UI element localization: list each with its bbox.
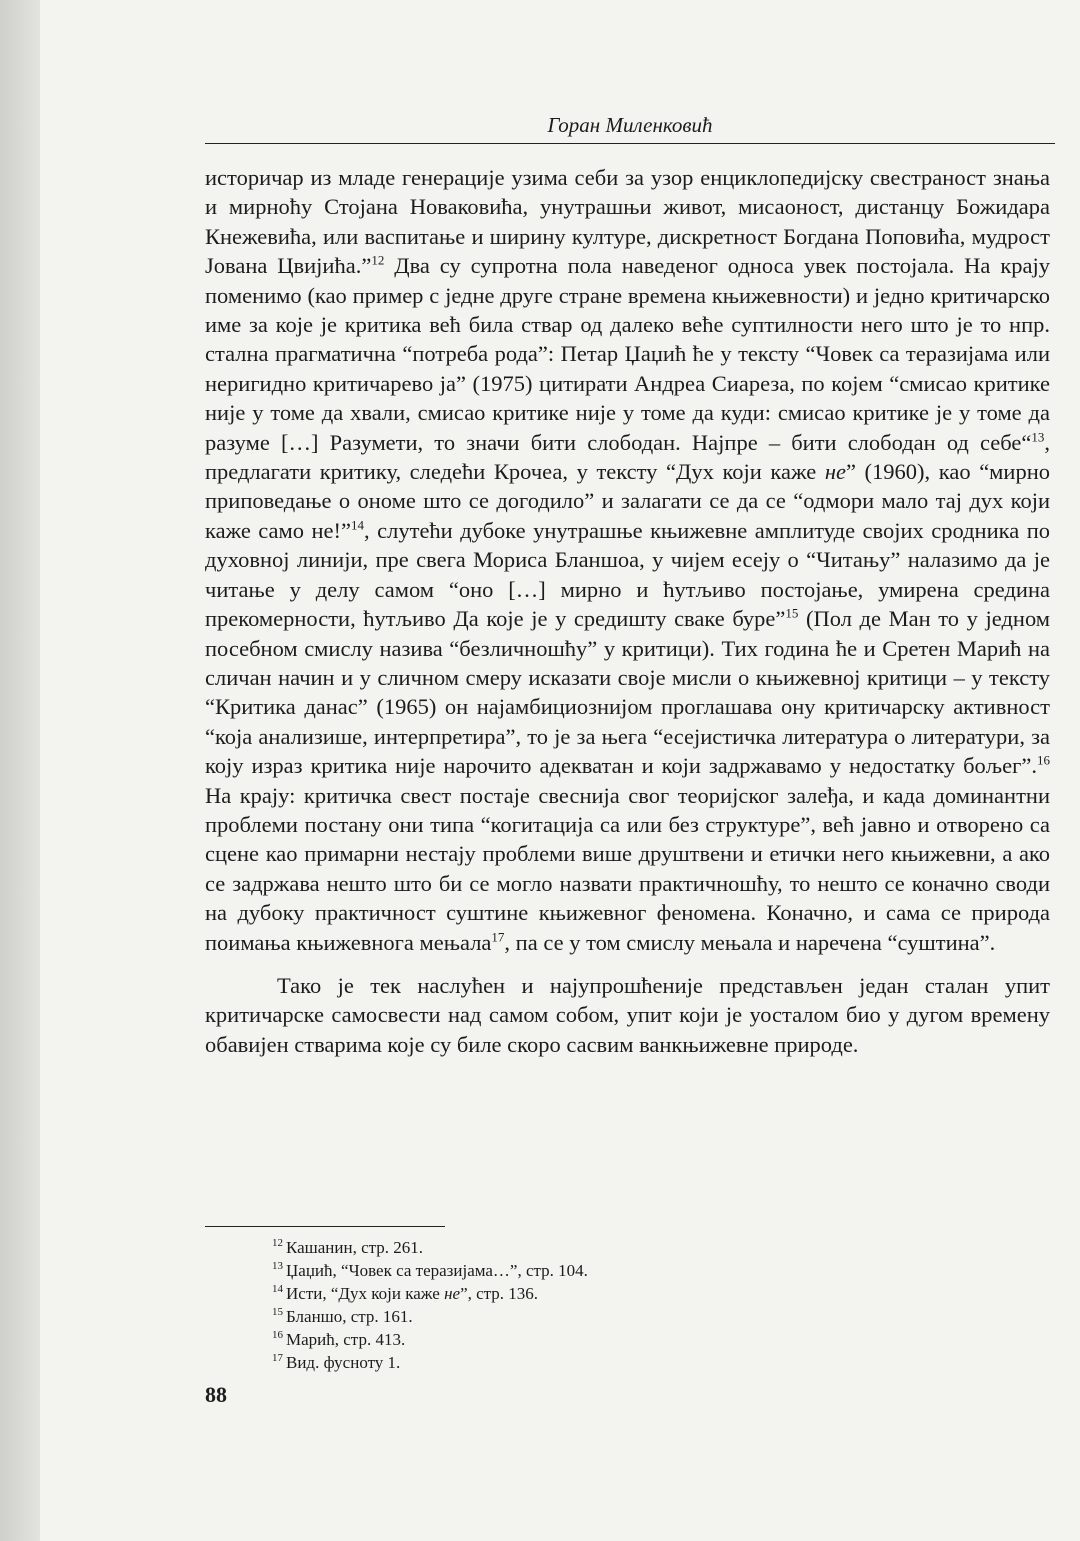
footnote-ref-15: 15 [785, 605, 799, 621]
footnote-17 [272, 1351, 972, 1374]
footnote-number: 12 [272, 1237, 283, 1250]
text-run: ” (1960), као “мирно приповедање о ономе што се догодило” и залагати се да се “одмори мало тај дух који каже само не!” [205, 459, 1050, 543]
main-text [205, 163, 1050, 1059]
footnote-16 [272, 1328, 972, 1351]
paragraph-1 [205, 163, 1050, 957]
footnote-number: 13 [272, 1260, 283, 1273]
header-rule [205, 143, 1055, 144]
text-run: ”, стр. 136. [460, 1284, 539, 1303]
footnote-rule [205, 1226, 445, 1227]
text-run: Џаџић, “Човек са теразијама…”, стр. 104. [286, 1261, 588, 1280]
paragraph-2: Тако је тек наслућен и најупрошћеније представљен један сталан упит критичарске самосвести над самом собом, упит који је уосталом био у дугом времену обавијен стварима које су биле скоро сасвим ванкњижевне природе. [205, 972, 1050, 1057]
footnote-15 [272, 1305, 972, 1328]
text-run: , слутећи дубоке унутрашње књижевне амплитуде својих сродника по духовној линији, пре свега Мориса Бланшоа, у чијем есеју о “Читању” налазимо да је читање у делу самом “оно […] мирно и ћутљиво постојање, умирена средина прекомерности, ћутљиво Да које је у средишту сваке буре” [205, 517, 1050, 632]
text-run: Бланшо, стр. 161. [286, 1307, 413, 1326]
footnote-ref-17: 17 [491, 929, 505, 945]
footnote-ref-14: 14 [351, 517, 365, 533]
text-run: историчар из младе генерације узима себи за узор енциклопедијску свестраност знања и мирноћу Стојана Новаковића, унутрашњи живот, мисаоност, дистанцу Божидара Кнежевића, или васпитање и ширину културе, дискретност Богдана Поповића, мудрост Јована Цвијића.” [205, 165, 1050, 279]
footnote-ref-12: 12 [371, 252, 385, 268]
footnote-14 [272, 1282, 972, 1305]
footnote-ref-16: 16 [1037, 752, 1050, 768]
text-run: (Пол де Ман то у једном посебном смислу назива “безличношћу” у критици). Тих година ће и Сретен Марић на сличан начин и у сличном смеру исказати своје мисли о књижевној критици – у тексту “Критика данас” (1965) он најамбициознијом проглашава ону критичарску активност “која анализише, интерпретира”, то је за њега “есејистичка литература о литератури, за коју израз критика није нарочито адекватан и који задржавамо у недостатку бољег”. [205, 606, 1050, 779]
footnotes [272, 1236, 972, 1374]
text-run: Марић, стр. 413. [286, 1330, 406, 1349]
footnote-ref-13: 13 [1031, 429, 1045, 445]
footnote-number: 17 [272, 1352, 283, 1365]
text-run: Исти, “Дух који каже [286, 1284, 445, 1303]
footnote-13 [272, 1259, 972, 1282]
footnote-number: 14 [272, 1283, 283, 1296]
text-run: Кашанин, стр. 261. [286, 1238, 424, 1257]
footnote-number: 16 [272, 1329, 283, 1342]
footnote-number: 15 [272, 1306, 283, 1319]
text-run: Вид. фусноту 1. [286, 1353, 401, 1372]
italic-word: не [824, 459, 846, 485]
text-run: На крају: критичка свест постаје свеснија свог теоријског залеђа, и када доминантни проблеми постану они типа “когитација са или без структуре”, већ јавно и отворено са сцене као примарни нестају проблеми више друштвени и етички него књижевни, а ако се задржава нешто што би се могло назвати практичношћу, то нешто се коначно своди на дубоку практичност суштине књижевног феномена. Коначно, и сама се природа поимања књижевнога мењала [205, 782, 1050, 955]
text-run: , предлагати критику, следећи Крочеа, у тексту “Дух који каже [205, 429, 1050, 485]
italic-word: не [444, 1284, 461, 1303]
footnote-12 [272, 1236, 972, 1259]
text-run: Два су супротна пола наведеног односа увек постојала. На крају поменимо (као пример с једне друге стране времена књижевности) и једно критичарско име за које је критика већ била ствар од далеко веће суптилности него што је то нпр. стална прагматична “потреба рода”: Петар Џаџић ће у тексту “Човек са теразијама или неригидно критичарево ја” (1975) цитирати Андреа Сиареза, по којем “смисао критике није у томе да хвали, смисао критике није у томе да куди: смисао критике је у томе да разуме […] Разумети, то значи бити слободан. Најпре – бити слободан од себе“ [205, 253, 1050, 455]
running-header-author: Горан Миленковић [547, 113, 713, 137]
text-run: , па се у том смислу мењала и наречена “суштина”. [504, 929, 996, 955]
page-number: 88 [205, 1382, 227, 1407]
